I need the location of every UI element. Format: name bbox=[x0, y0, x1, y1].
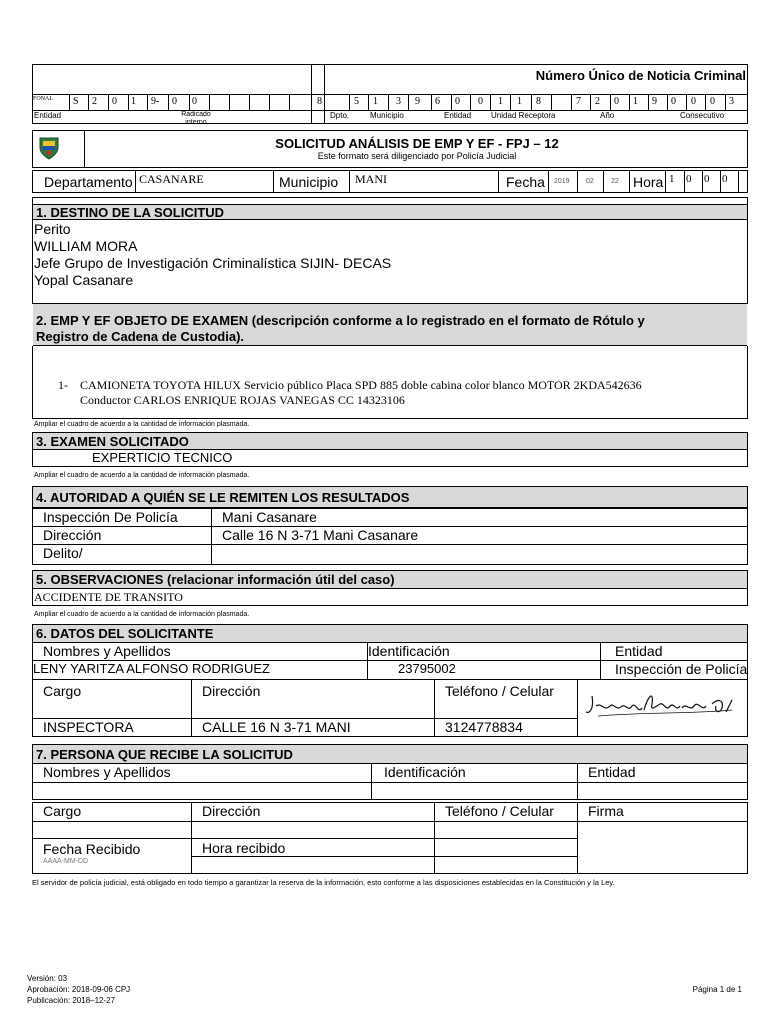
code-digit: 2 bbox=[595, 96, 600, 107]
hora-cell-divider bbox=[702, 170, 703, 193]
section2-note: Ampliar el cuadro de acuerdo a la cantidad de información plasmada. bbox=[34, 421, 250, 428]
section4-row3-label: Delito/ bbox=[32, 544, 212, 565]
section5-header: 5. OBSERVACIONES (relacionar información útil del caso) bbox=[32, 570, 748, 589]
hora-cell-divider bbox=[684, 170, 685, 193]
police-shield-icon bbox=[38, 136, 60, 160]
code-cell-divider bbox=[368, 94, 369, 110]
s6-telefono-label: Teléfono / Celular bbox=[434, 679, 578, 719]
section5-note: Ampliar el cuadro de acuerdo a la cantidad de información plasmada. bbox=[34, 611, 250, 618]
section2-header bbox=[33, 304, 747, 346]
code-cell-divider bbox=[667, 94, 668, 110]
code-cell-divider bbox=[551, 94, 552, 110]
s7-direccion-value[interactable] bbox=[191, 821, 435, 839]
section4-row1-label: Inspección De Policía bbox=[32, 508, 212, 527]
s6-telefono-value: 3124778834 bbox=[434, 718, 578, 737]
footer-publicacion: Publicación: 2018–12-27 bbox=[27, 996, 116, 1005]
consecutivo-label: Consecutivo bbox=[680, 111, 725, 120]
s7-extra-2[interactable] bbox=[434, 856, 578, 874]
code-digit: 7 bbox=[576, 96, 581, 107]
section1-line-2: WILLIAM MORA bbox=[34, 238, 138, 254]
fecha-label: Fecha bbox=[506, 174, 545, 190]
s6-direccion-label: Dirección bbox=[191, 679, 435, 719]
code-cell-divider bbox=[289, 94, 290, 110]
code-cell-divider bbox=[108, 94, 109, 110]
hora-cell-divider bbox=[720, 170, 721, 193]
code-digit: 0 bbox=[455, 96, 460, 107]
hora-digit: 0 bbox=[704, 173, 710, 185]
s7-identificacion-label: Identificación bbox=[371, 763, 578, 783]
code-digit: 9 bbox=[415, 96, 420, 107]
code-cell-divider bbox=[431, 94, 432, 110]
s6-entidad-label: Entidad bbox=[600, 642, 748, 661]
s7-fecha-hint: AAAA-MM-DD bbox=[43, 858, 89, 865]
code-cell-divider bbox=[128, 94, 129, 110]
municipio-label-main: Municipio bbox=[279, 174, 339, 190]
section4-row2-value: Calle 16 N 3-71 Mani Casanare bbox=[211, 526, 748, 545]
section3-note: Ampliar el cuadro de acuerdo a la cantidad de información plasmada. bbox=[34, 472, 250, 479]
form-title: SOLICITUD ANÁLISIS DE EMP Y EF - FPJ – 12 bbox=[275, 136, 559, 151]
code-cell-divider bbox=[571, 94, 572, 110]
s7-telefono-value[interactable] bbox=[434, 821, 578, 839]
code-cell-divider bbox=[629, 94, 630, 110]
hora-label: Hora bbox=[633, 174, 664, 190]
code-digit: 0 bbox=[192, 96, 197, 107]
code-cell-divider bbox=[269, 94, 270, 110]
s6-nombres-label: Nombres y Apellidos bbox=[32, 642, 368, 661]
code-digit: 0 bbox=[478, 96, 483, 107]
s7-telefono-label: Teléfono / Celular bbox=[434, 802, 578, 822]
section2-header-line2: Registro de Cadena de Custodia). bbox=[36, 329, 245, 344]
entidad2-label: Entidad bbox=[444, 111, 472, 120]
code-cell-divider bbox=[686, 94, 687, 110]
section2-item-number: 1- bbox=[58, 378, 68, 392]
s7-firma-label: Firma bbox=[577, 802, 748, 822]
s7-cargo-label: Cargo bbox=[32, 802, 192, 822]
code-digit: 9- bbox=[151, 96, 160, 107]
code-digit: 1 bbox=[373, 96, 378, 107]
hora-digit: 0 bbox=[722, 173, 728, 185]
section1-header: 1. DESTINO DE LA SOLICITUD bbox=[33, 204, 747, 220]
s7-identificacion-value[interactable] bbox=[371, 782, 578, 800]
code-digit: 0 bbox=[614, 96, 619, 107]
s6-entidad-value: Inspección de Policía bbox=[600, 660, 748, 680]
code-digit: 0 bbox=[172, 96, 177, 107]
section1-line-3: Jefe Grupo de Investigación Criminalística SIJIN- DECAS bbox=[34, 255, 392, 271]
form-subtitle: Este formato será diligenciado por Policía Judicial bbox=[317, 151, 517, 161]
s7-firma-box[interactable] bbox=[577, 821, 748, 874]
section3-value: EXPERTICIO TECNICO bbox=[92, 450, 233, 465]
code-cell-divider bbox=[705, 94, 706, 110]
code-cell-divider bbox=[408, 94, 409, 110]
code-cell-divider bbox=[88, 94, 89, 110]
fecha-year: 2019 bbox=[554, 178, 570, 185]
code-digit: 0 bbox=[112, 96, 117, 107]
footer-version: Versión: 03 bbox=[27, 974, 68, 983]
hora-digit: 1 bbox=[669, 173, 675, 185]
code-cell-divider bbox=[451, 94, 452, 110]
section6-header: 6. DATOS DEL SOLICITANTE bbox=[32, 624, 748, 643]
fonal-label: FONAL bbox=[33, 96, 54, 102]
s6-direccion-value: CALLE 16 N 3-71 MANI bbox=[191, 718, 435, 737]
code-cell-divider bbox=[229, 94, 230, 110]
code-cell-divider bbox=[349, 94, 350, 110]
radicado-label: Radicado interno bbox=[181, 111, 211, 126]
section4-header: 4. AUTORIDAD A QUIÉN SE LE REMITEN LOS RESULTADOS bbox=[32, 486, 748, 508]
code-digit: 3 bbox=[729, 96, 734, 107]
footer-pagina: Página 1 de 1 bbox=[692, 985, 742, 994]
s6-cargo-label: Cargo bbox=[32, 679, 192, 719]
code-digit: 8 bbox=[536, 96, 541, 107]
unidad-label: Unidad Receptora bbox=[491, 111, 556, 120]
anio-label: Año bbox=[600, 111, 615, 120]
s6-nombres-value: LENY YARITZA ALFONSO RODRIGUEZ bbox=[32, 660, 368, 680]
s6-identificacion-label: Identificación bbox=[367, 642, 601, 661]
code-cell-divider bbox=[510, 94, 511, 110]
code-cell-divider bbox=[168, 94, 169, 110]
handwritten-signature bbox=[582, 682, 742, 722]
section5-value: ACCIDENTE DE TRANSITO bbox=[34, 590, 183, 604]
code-cell-divider bbox=[648, 94, 649, 110]
section2-header-line1: 2. EMP Y EF OBJETO DE EXAMEN (descripción conforme a lo registrado en el formato de Rótulo y bbox=[36, 313, 645, 328]
s6-identificacion-value: 23795002 bbox=[367, 660, 601, 680]
code-digit: 6 bbox=[435, 96, 440, 107]
code-digit: 3 bbox=[396, 96, 401, 107]
code-digit: 0 bbox=[691, 96, 696, 107]
code-digit: 8 bbox=[317, 96, 322, 107]
code-digit: 5 bbox=[354, 96, 359, 107]
code-digit: 0 bbox=[671, 96, 676, 107]
s7-hora-value[interactable] bbox=[191, 856, 435, 874]
departamento-label: Departamento bbox=[44, 174, 133, 190]
code-cell-divider bbox=[725, 94, 726, 110]
section4-row3-value bbox=[211, 544, 748, 565]
fecha-month: 02 bbox=[586, 178, 594, 185]
code-cell-divider bbox=[311, 94, 312, 110]
footer-aprobacion: Aprobación: 2018-09-06 CPJ bbox=[27, 985, 131, 994]
departamento-value: CASANARE bbox=[139, 172, 204, 186]
code-digit: 2 bbox=[92, 96, 97, 107]
code-cell-divider bbox=[490, 94, 491, 110]
code-cell-divider bbox=[590, 94, 591, 110]
s7-entidad-label: Entidad bbox=[577, 763, 748, 783]
dpto-label: Dpto. bbox=[330, 111, 350, 120]
code-cell-divider bbox=[209, 94, 210, 110]
s7-cargo-value[interactable] bbox=[32, 821, 192, 839]
code-cell-divider bbox=[249, 94, 250, 110]
s6-cargo-value: INSPECTORA bbox=[32, 718, 192, 737]
code-digit: 1 bbox=[131, 96, 136, 107]
s7-fecha-label-text: Fecha Recibido bbox=[43, 841, 141, 857]
entidad-label: Entidad bbox=[34, 111, 62, 120]
s7-nombres-label: Nombres y Apellidos bbox=[32, 763, 372, 783]
code-digit: 1 bbox=[517, 96, 522, 107]
code-digit: 1 bbox=[633, 96, 638, 107]
code-cell-divider bbox=[531, 94, 532, 110]
fecha-day: 22 bbox=[611, 178, 619, 185]
code-cell-divider bbox=[610, 94, 611, 110]
s7-fecha-label bbox=[32, 838, 192, 874]
municipio-label: Municipio bbox=[370, 111, 404, 120]
section2-item-line1: CAMIONETA TOYOTA HILUX Servicio público Placa SPD 885 doble cabina color blanco MOTOR 2KDA542636 bbox=[80, 378, 642, 392]
section7-header: 7. PERSONA QUE RECIBE LA SOLICITUD bbox=[32, 744, 748, 764]
section3-header: 3. EXAMEN SOLICITADO bbox=[32, 432, 748, 450]
section4-row1-value: Mani Casanare bbox=[211, 508, 748, 527]
section1-line-1: Perito bbox=[34, 221, 71, 237]
s7-direccion-label: Dirección bbox=[191, 802, 435, 822]
code-cell-divider bbox=[388, 94, 389, 110]
code-cell-divider bbox=[189, 94, 190, 110]
s7-hora-label: Hora recibido bbox=[191, 838, 435, 857]
section4-row2-label: Dirección bbox=[32, 526, 212, 545]
s7-nombres-value[interactable] bbox=[32, 782, 372, 800]
municipio-value: MANI bbox=[355, 172, 387, 186]
disclaimer: El servidor de policía judicial, está obligado en todo tiempo a garantizar la reserva de la información, esto conforme a las disposiciones establecidas en la Constitución y la Ley. bbox=[32, 878, 615, 887]
s7-extra-1[interactable] bbox=[434, 838, 578, 857]
nunc-title: Número Único de Noticia Criminal bbox=[535, 68, 746, 83]
hora-digit: 0 bbox=[686, 173, 692, 185]
section1-line-4: Yopal Casanare bbox=[34, 272, 134, 288]
section2-item-line2: Conductor CARLOS ENRIQUE ROJAS VANEGAS CC 14323106 bbox=[80, 393, 405, 407]
code-digit: S bbox=[73, 96, 79, 107]
code-cell-divider bbox=[147, 94, 148, 110]
s7-entidad-value[interactable] bbox=[577, 782, 748, 800]
code-digit: 0 bbox=[710, 96, 715, 107]
code-cell-divider bbox=[69, 94, 70, 110]
code-cell-divider bbox=[470, 94, 471, 110]
code-digit: 9 bbox=[652, 96, 657, 107]
code-digit: 1 bbox=[498, 96, 503, 107]
hora-cell-divider bbox=[738, 170, 739, 193]
